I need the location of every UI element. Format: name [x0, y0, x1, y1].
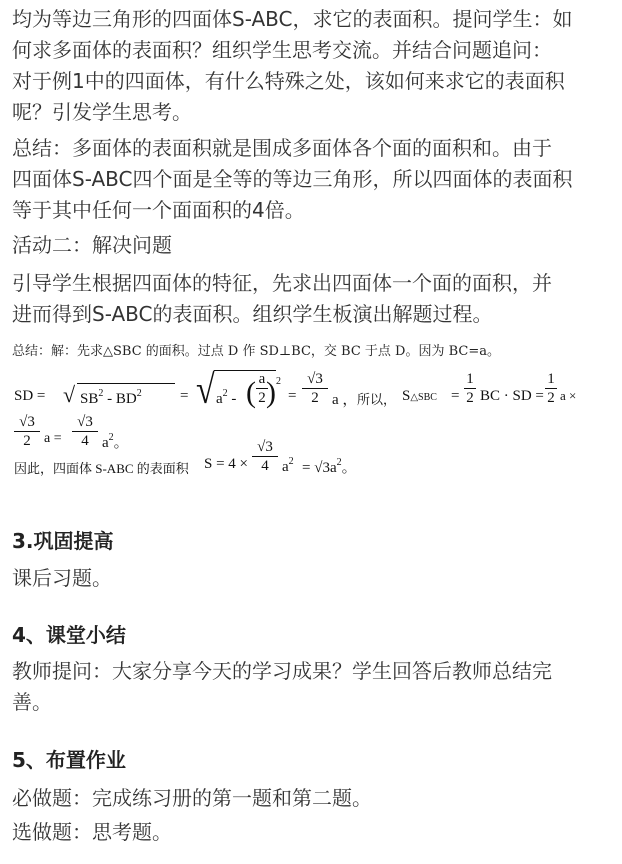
summary-line: 四面体S-ABC四个面是全等的等边三角形，所以四面体的表面积	[12, 167, 573, 191]
sqrt-bar	[77, 383, 175, 384]
intro-line: 何求多面体的表面积？组织学生思考交流。并结合问题追问：	[12, 38, 552, 62]
line3-eq: = $√3a^2$。	[302, 457, 357, 476]
section4-paragraph	[12, 656, 612, 718]
summary-line: 等于其中任何一个面面积的4倍。	[12, 198, 305, 222]
section5-line: 必做题：完成练习册的第一题和第二题。	[12, 786, 372, 810]
section3-title: 3.巩固提高	[12, 529, 114, 553]
section5-line: 选做题：思考题。	[12, 820, 172, 844]
eq-s-eq: =	[451, 388, 460, 404]
eq-sd-half: a 2	[256, 371, 268, 406]
section5-paragraph	[12, 783, 612, 848]
line3-s: S = 4 ×	[204, 456, 249, 472]
eq-sd-eq: =	[180, 388, 189, 404]
eq-s-ax: a ×	[560, 388, 577, 403]
eq-s-frac2: 1 2	[545, 371, 557, 406]
activity2-paragraph	[12, 268, 612, 330]
intro-paragraph	[12, 4, 612, 128]
section3-body: 课后习题。	[12, 566, 112, 590]
line3-frac: √3 4	[252, 439, 278, 474]
sqrt-sign: √	[63, 382, 76, 407]
activity2-line: 引导学生根据四面体的特征，先求出四面体一个面的面积，并	[12, 271, 552, 295]
eq-sd-res-a: a ，	[332, 392, 358, 408]
paren-left: (	[246, 376, 256, 409]
paren-right: )	[266, 376, 276, 409]
eq-s-bcsd: BC · SD =	[480, 388, 544, 404]
eq-s-frac1: 1 2	[464, 371, 476, 406]
sqrt-sign-large: √	[196, 368, 215, 413]
eq-s-label: S△SBC	[402, 388, 437, 404]
eq-s-frac4: √3 4	[72, 414, 98, 449]
eq-sd-exp4: 2	[276, 376, 281, 387]
section5-title: 5、布置作业	[12, 748, 126, 772]
summary-line: 总结：多面体的表面积就是围成多面体各个面的面积和。由于	[12, 136, 552, 160]
summary-paragraph	[12, 133, 612, 226]
line3-text: 因此，四面体 S-ABC 的表面积	[14, 461, 189, 476]
eq-s-frac3: √3 2	[14, 414, 40, 449]
eq-sd-lhs: SD =	[14, 388, 46, 404]
activity2-line: 进而得到S-ABC的表面积。组织学生板演出解题过程。	[12, 302, 493, 326]
eq-sd-a2: $a^2$ -	[216, 388, 237, 407]
eq-sd-result: √3 2	[302, 371, 328, 406]
activity2-title: 活动二：解决问题	[12, 233, 172, 257]
solution-line-1: 总结：解：先求△SBC 的面积。过点 D 作 SD⊥BC，交 BC 于点 D。因为 BC=a。	[12, 344, 500, 359]
eq-sd-eq2: =	[288, 388, 297, 404]
section4-line: 善。	[12, 690, 52, 714]
section4-title: 4、课堂小结	[12, 623, 126, 647]
eq-so: 所以，	[357, 392, 397, 407]
eq-s-aeq: a =	[44, 431, 62, 446]
section4-line: 教师提问：大家分享今天的学习成果？学生回答后教师总结完	[12, 659, 552, 683]
eq-sd-radicand: $SB^2 - BD^2$	[80, 388, 142, 407]
eq-s-a2: $a^2$。	[102, 432, 129, 451]
line3-a: $a^2$	[282, 456, 294, 475]
intro-line: 对于例1中的四面体，有什么特殊之处，该如何来求它的表面积	[12, 69, 565, 93]
intro-line: 呢？引发学生思考。	[12, 100, 192, 124]
intro-line: 均为等边三角形的四面体S-ABC，求它的表面积。提问学生：如	[12, 7, 573, 31]
